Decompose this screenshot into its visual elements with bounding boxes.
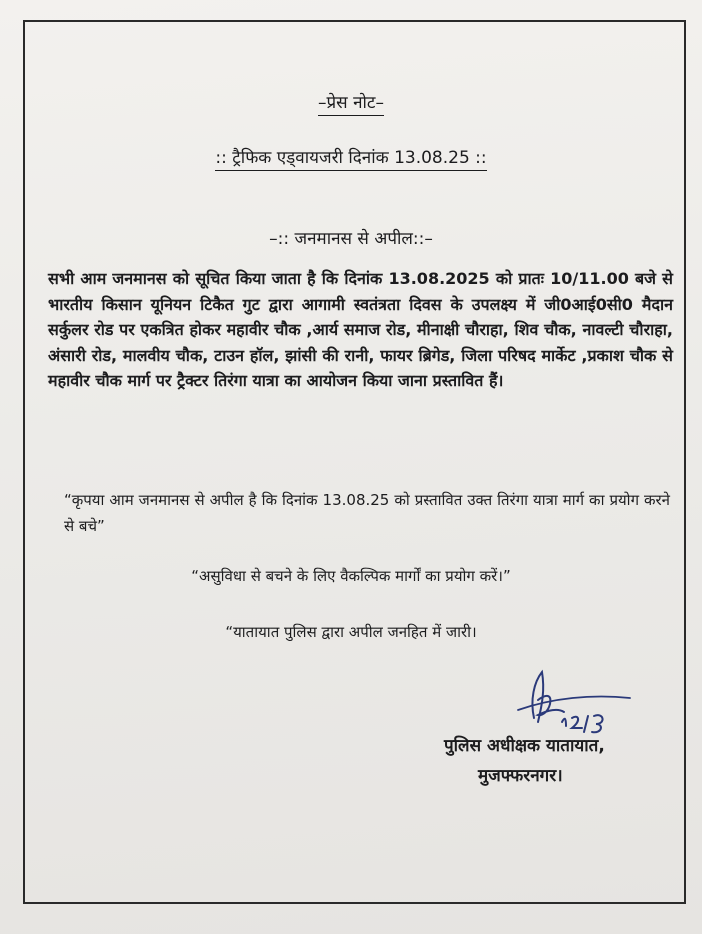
press-note-heading: [0, 90, 702, 113]
advisory-heading: [0, 145, 702, 168]
notice-paragraph: सभी आम जनमानस को सूचित किया जाता है कि दिनांक 13.08.2025 को प्रातः 10/11.00 बजे से भारतीय किसान यूनियन टिकैत गुट द्वारा आगामी स्वतंत्रता दिवस के उपलक्ष्य में जी0आई0सी0 मैदान सर्कुलर रोड पर एकत्रित होकर महावीर चौक ,आर्य समाज रोड, मीनाक्षी चौराहा, शिव चौक, नावल्टी चौराहा, अंसारी रोड, मालवीय चौक, टाउन हॉल, झांसी की रानी, फायर ब्रिगेड, जिला परिषद मार्केट ,प्रकाश चौक से महावीर चौक मार्ग पर ट्रैक्टर तिरंगा यात्रा का आयोजन किया जाना प्रस्तावित हैं।: [48, 269, 673, 390]
appeal-heading: –:: जनमानस से अपील::–: [269, 229, 433, 249]
appeal-quote-alternate-routes: “असुविधा से बचने के लिए वैकल्पिक मार्गों का प्रयोग करें।”: [191, 567, 511, 585]
officer-designation: पुलिस अधीक्षक यातायात,: [444, 736, 605, 756]
press-note-text: –प्रेस नोट–: [318, 93, 384, 116]
handwritten-signature: [512, 660, 652, 740]
appeal-quote-avoid-route: “कृपया आम जनमानस से अपील है कि दिनांक 13.08.25 को प्रस्तावित उक्त तिरंगा यात्रा मार्ग का प्रयोग करने से बचे”: [64, 491, 670, 535]
advisory-text: :: ट्रैफिक एड्वायजरी दिनांक 13.08.25 ::: [215, 148, 486, 171]
officer-location: मुजफ्फरनगर।: [478, 766, 563, 786]
appeal-quote-issued-by: “यातायात पुलिस द्वारा अपील जनहित में जारी।: [225, 623, 477, 641]
